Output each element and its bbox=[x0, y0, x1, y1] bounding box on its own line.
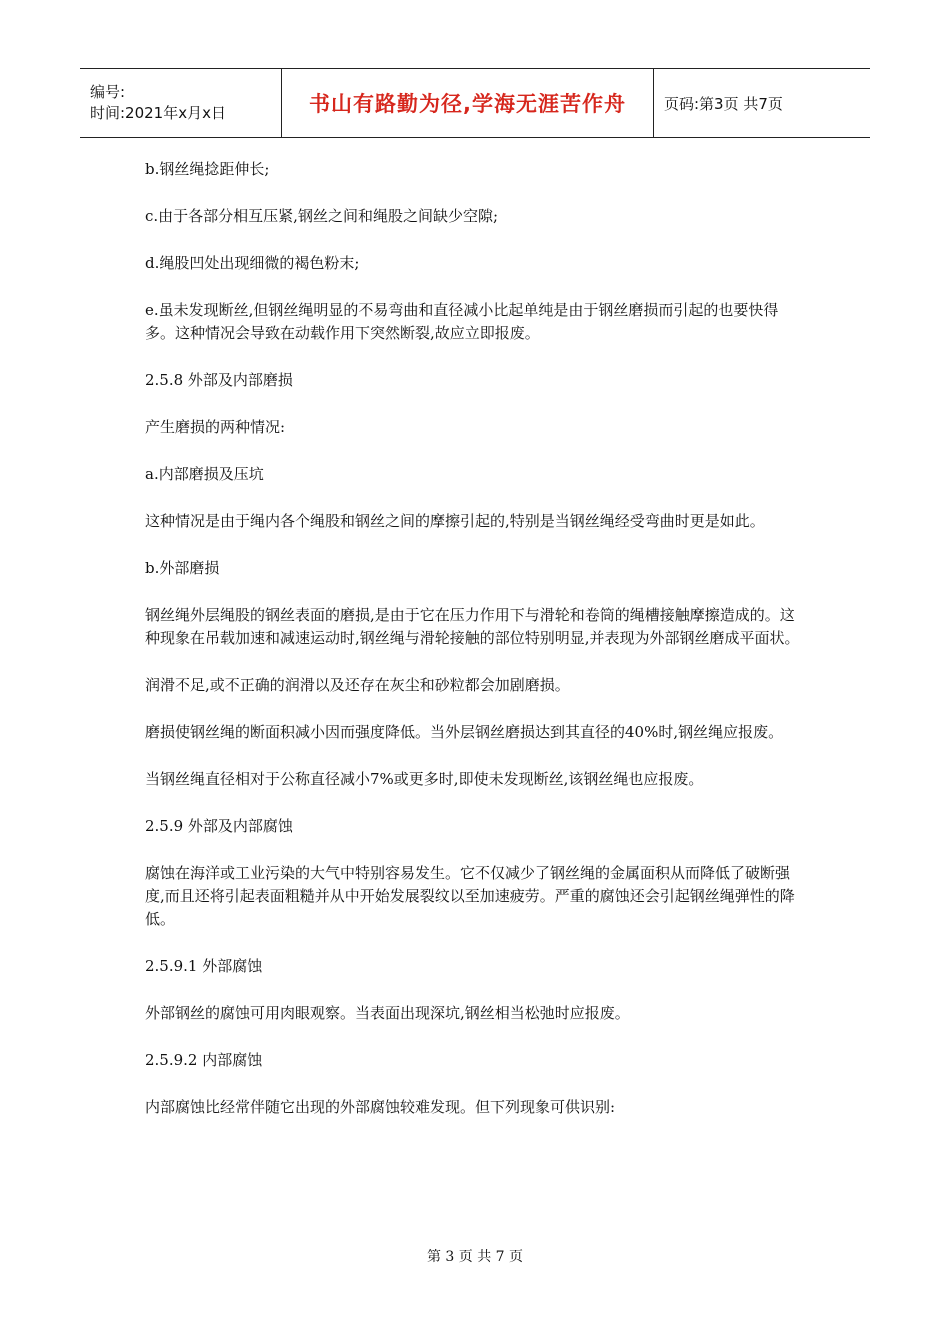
section-heading: 2.5.9 外部及内部腐蚀 bbox=[145, 817, 293, 835]
page-label: 页码:第3页 共7页 bbox=[664, 94, 783, 113]
date-label: 时间:2021年x月x日 bbox=[90, 104, 226, 122]
code-label: 编号: bbox=[90, 83, 126, 101]
paragraph: b.钢丝绳捻距伸长; bbox=[145, 160, 270, 178]
header-motto bbox=[282, 69, 654, 137]
document-body bbox=[145, 158, 805, 1143]
subsection-heading: 2.5.9.2 内部腐蚀 bbox=[145, 1051, 263, 1069]
subsection-heading: 2.5.9.1 外部腐蚀 bbox=[145, 957, 263, 975]
motto-text: 书山有路勤为径,学海无涯苦作舟 bbox=[309, 92, 626, 116]
paragraph: 当钢丝绳直径相对于公称直径减小7%或更多时,即使未发现断丝,该钢丝绳也应报废。 bbox=[145, 770, 704, 788]
header-meta bbox=[80, 69, 282, 137]
page-footer bbox=[0, 1246, 950, 1266]
paragraph: e.虽未发现断丝,但钢丝绳明显的不易弯曲和直径减小比起单纯是由于钢丝磨损而引起的也要快得多。这种情况会导致在动载作用下突然断裂,故应立即报废。 bbox=[145, 301, 779, 342]
paragraph: 润滑不足,或不正确的润滑以及还存在灰尘和砂粒都会加剧磨损。 bbox=[145, 676, 570, 694]
footer-page-number: 第 3 页 共 7 页 bbox=[426, 1249, 524, 1265]
section-heading: 2.5.8 外部及内部磨损 bbox=[145, 371, 293, 389]
paragraph: 腐蚀在海洋或工业污染的大气中特别容易发生。它不仅减少了钢丝绳的金属面积从而降低了破断强度,而且还将引起表面粗糙并从中开始发展裂纹以至加速疲劳。严重的腐蚀还会引起钢丝绳弹性的降低。 bbox=[145, 864, 795, 928]
paragraph: 内部腐蚀比经常伴随它出现的外部腐蚀较难发现。但下列现象可供识别: bbox=[145, 1098, 616, 1116]
paragraph: d.绳股凹处出现细微的褐色粉末; bbox=[145, 254, 360, 272]
paragraph: 产生磨损的两种情况: bbox=[145, 418, 286, 436]
paragraph: 这种情况是由于绳内各个绳股和钢丝之间的摩擦引起的,特别是当钢丝绳经受弯曲时更是如此。 bbox=[145, 512, 765, 530]
paragraph: 钢丝绳外层绳股的钢丝表面的磨损,是由于它在压力作用下与滑轮和卷筒的绳槽接触摩擦造成的。这种现象在吊载加速和减速运动时,钢丝绳与滑轮接触的部位特别明显,并表现为外部钢丝磨成平面状。 bbox=[145, 606, 800, 647]
paragraph: 外部钢丝的腐蚀可用肉眼观察。当表面出现深坑,钢丝相当松弛时应报废。 bbox=[145, 1004, 630, 1022]
paragraph: b.外部磨损 bbox=[145, 559, 220, 577]
page-header bbox=[80, 68, 870, 138]
paragraph: 磨损使钢丝绳的断面积减小因而强度降低。当外层钢丝磨损达到其直径的40%时,钢丝绳应报废。 bbox=[145, 723, 784, 741]
header-page bbox=[654, 69, 870, 137]
paragraph: c.由于各部分相互压紧,钢丝之间和绳股之间缺少空隙; bbox=[145, 207, 498, 225]
paragraph: a.内部磨损及压坑 bbox=[145, 465, 264, 483]
